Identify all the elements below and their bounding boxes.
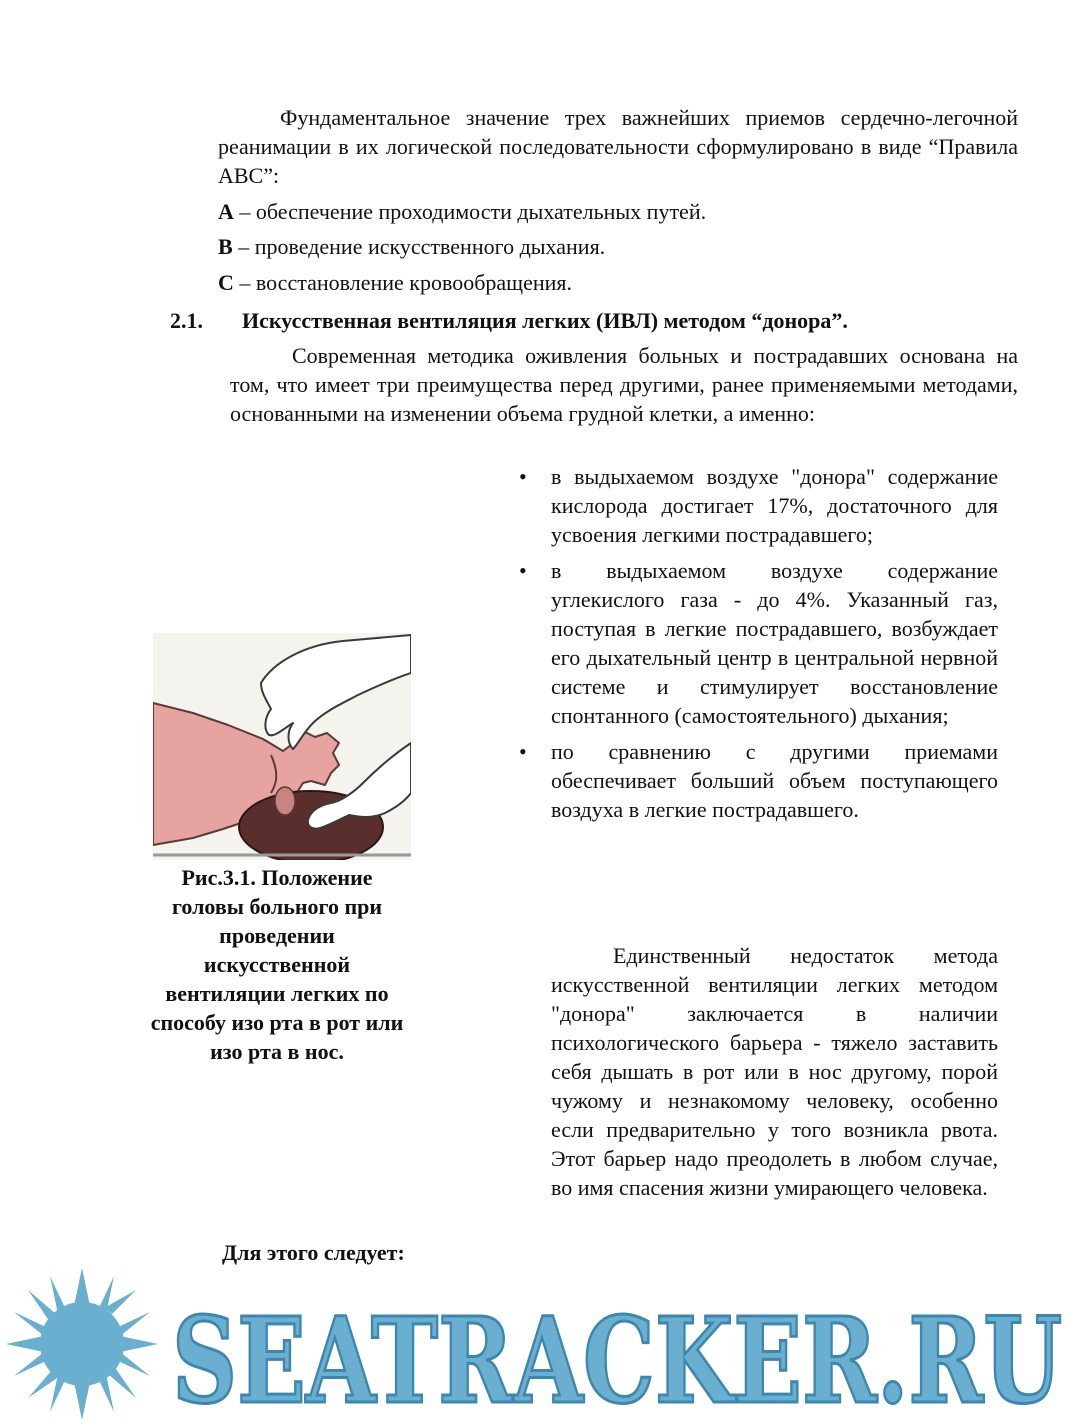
list-item: • по сравнению с другими приемами обеспечивает больший объем поступающего воздуха в легкие пострадавшего. [515, 737, 998, 824]
abc-letter: B [218, 234, 233, 259]
abc-letter: A [218, 199, 234, 224]
abc-item-a [218, 197, 706, 226]
watermark [0, 1262, 1080, 1425]
abc-item-b [218, 232, 605, 261]
section-heading [170, 306, 848, 335]
abc-letter: C [218, 270, 234, 295]
figure-illustration [153, 633, 411, 860]
abc-text: – обеспечение проходимости дыхательных путей. [233, 199, 707, 224]
abc-item-c [218, 268, 572, 297]
abc-text: – проведение искусственного дыхания. [232, 234, 606, 259]
drawback-paragraph: Единственный недостаток метода искусственной вентиляции легких методом "донора" заключается в наличии психологического барьера - тяжело заставить себя дышать в рот или в нос другому, порой чужому и незнакомому человеку, особенно если предварительно у того возникла рвота. Этот барьер надо преодолеть в любом случае, во имя спасения жизни умирающего человека. [551, 943, 998, 1200]
list-item: • в выдыхаемом воздухе содержание углекислого газа - до 4%. Указанный газ, поступая в легкие пострадавшего, возбуждает его дыхательный центр в центральной нервной системе и стимулирует восстановление спонтанного (самостоятельного) дыхания; [515, 556, 998, 730]
section-number: 2.1. [170, 308, 203, 333]
sun-logo [6, 1268, 158, 1420]
section-title: Искусственная вентиляция легких (ИВЛ) методом “донора”. [242, 308, 848, 333]
intro-paragraph: Фундаментальное значение трех важнейших приемов сердечно-легочной реанимации в их логической последовательности сформулировано в виде “Правила ABC”: [218, 105, 1018, 188]
method-intro-paragraph: Современная методика оживления больных и пострадавших основана на том, что имеет три преимущества перед другими, ранее применяемыми методами, основанными на изменении объема грудной клетки, а именно: [230, 343, 1018, 426]
watermark-text: SEATRACKER.RU [172, 1291, 1062, 1425]
figure-caption: Рис.3.1. Положение головы больного при проведении искусственной вентиляции легких по способу изо рта в рот или изо рта в нос. [150, 865, 404, 1064]
follow-up-heading: Для этого следует: [222, 1240, 405, 1265]
head-tilt-illustration [153, 633, 411, 860]
abc-text: – восстановление кровообращения. [233, 270, 573, 295]
advantages-list [515, 462, 998, 831]
list-item: • в выдыхаемом воздухе "донора" содержание кислорода достигает 17%, достаточного для усвоения легкими пострадавшего; [515, 462, 998, 549]
